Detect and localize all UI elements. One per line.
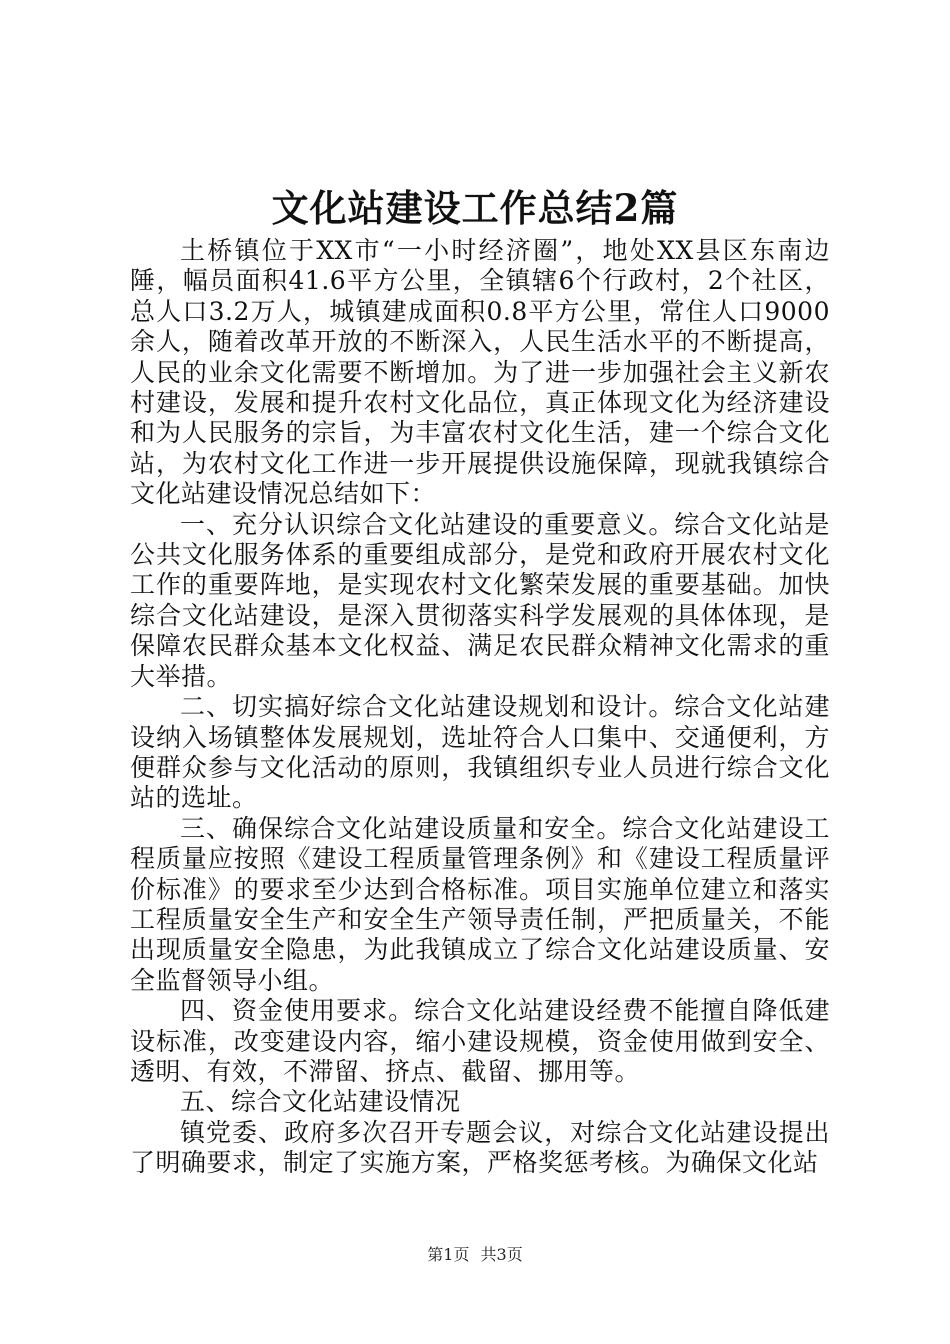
paragraph-section-5-body: 镇党委、政府多次召开专题会议，对综合文化站建设提出了明确要求，制定了实施方案，严格奖惩考核。为确保文化站 bbox=[130, 1117, 830, 1178]
page-total: 共3页 bbox=[480, 1245, 523, 1264]
document-title: 文化站建设工作总结2篇 bbox=[271, 186, 679, 230]
paragraph-section-4: 四、资金使用要求。综合文化站建设经费不能擅自降低建设标准，改变建设内容，缩小建设规模，资金使用做到安全、透明、有效，不滞留、挤点、截留、挪用等。 bbox=[130, 996, 830, 1086]
page-footer bbox=[0, 1244, 950, 1266]
page-number: 第1页 bbox=[427, 1245, 470, 1264]
paragraph-intro: 土桥镇位于XX市“一小时经济圈”，地处XX县区东南边陲，幅员面积41.6平方公里，全镇辖6个行政村，2个社区，总人口3.2万人，城镇建成面积0.8平方公里，常住人口9000余人，随着改革开放的不断深入，人民生活水平的不断提高，人民的业余文化需要不断增加。为了进一步加强社会主义新农村建设，发展和提升农村文化品位，真正体现文化为经济建设和为人民服务的宗旨，为丰富农村文化生活，建一个综合文化站，为农村文化工作进一步开展提供设施保障，现就我镇综合文化站建设情况总结如下： bbox=[130, 236, 830, 509]
paragraph-section-1: 一、充分认识综合文化站建设的重要意义。综合文化站是公共文化服务体系的重要组成部分，是党和政府开展农村文化工作的重要阵地，是实现农村文化繁荣发展的重要基础。加快综合文化站建设，是深入贯彻落实科学发展观的具体体现，是保障农民群众基本文化权益、满足农民群众精神文化需求的重大举措。 bbox=[130, 509, 830, 691]
document-body bbox=[130, 236, 830, 1179]
paragraph-section-3: 三、确保综合文化站建设质量和安全。综合文化站建设工程质量应按照《建设工程质量管理条例》和《建设工程质量评价标准》的要求至少达到合格标准。项目实施单位建立和落实工程质量安全生产和安全生产领导责任制，严把质量关，不能出现质量安全隐患，为此我镇成立了综合文化站建设质量、安全监督领导小组。 bbox=[130, 813, 830, 995]
paragraph-section-5-heading: 五、综合文化站建设情况 bbox=[180, 1087, 461, 1117]
paragraph-section-2: 二、切实搞好综合文化站建设规划和设计。综合文化站建设纳入场镇整体发展规划，选址符合人口集中、交通便利，方便群众参与文化活动的原则，我镇组织专业人员进行综合文化站的选址。 bbox=[130, 692, 830, 813]
